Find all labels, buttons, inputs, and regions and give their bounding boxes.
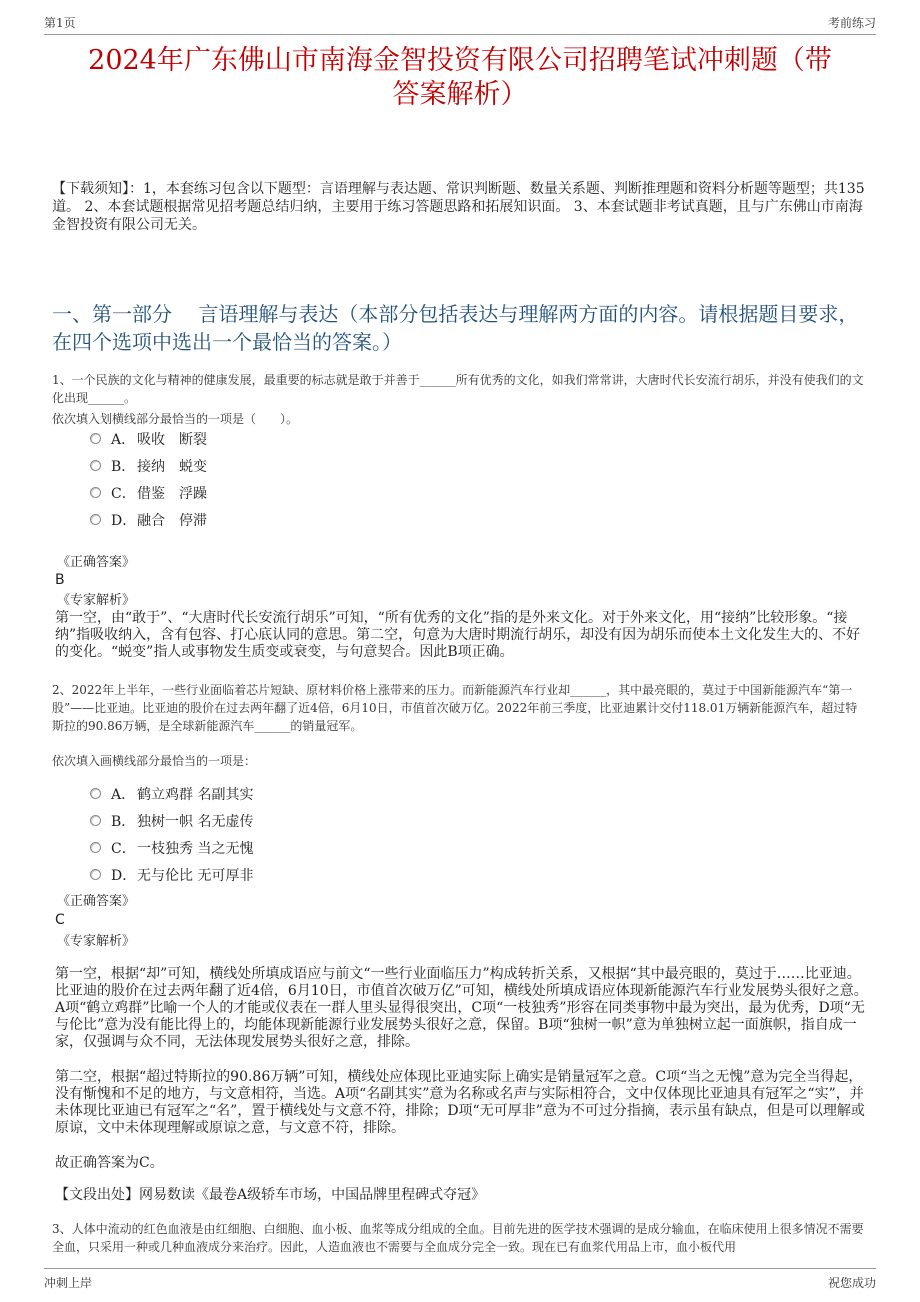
- q2-option-d[interactable]: D．无与伦比 无可厚非: [90, 866, 253, 893]
- q2-option-c[interactable]: C．一枝独秀 当之无愧: [90, 839, 253, 866]
- q2-option-a[interactable]: A． 鹤立鸡群 名副其实: [90, 785, 253, 812]
- q2-answer-label: 《正确答案》: [57, 894, 136, 909]
- title-line-2: 答案解析）: [392, 79, 528, 110]
- radio-icon[interactable]: [90, 842, 101, 853]
- q2-answer: C: [55, 912, 65, 928]
- radio-icon[interactable]: [90, 869, 101, 880]
- footer-left: 冲刺上岸: [44, 1276, 93, 1290]
- q1-options: [90, 430, 207, 538]
- q1-instruction: 依次填入划横线部分最恰当的一项是（ ）。: [52, 412, 299, 426]
- title-line-1: 2024年广东佛山市南海金智投资有限公司招聘笔试冲刺题（带: [88, 45, 832, 76]
- q2-analysis-p2: 第二空，根据“超过特斯拉的90.86万辆”可知，横线处应体现比亚迪实际上确实是销量冠军之意。C项“当之无愧”意为完全当得起，没有惭愧和不足的地方，与文意相符，当选。A项“名副其实”意为名称或名声与实际相符合，文中仅体现比亚迪具有冠军之“实”，并未体现比亚迪已有冠军之“名”，置于横线处与文意不符，排除；D项“无可厚非”意为不可过分指摘，表示虽有缺点，但是可以理解或原谅，文中未体现理解或原谅之意，与文意不符，排除。: [55, 1069, 865, 1136]
- q2-source: 【文段出处】网易数读《最卷A级轿车市场，中国品牌里程碑式夺冠》: [55, 1187, 486, 1203]
- q1-option-b[interactable]: B． 接纳 蜕变: [90, 457, 207, 484]
- q2-options: [90, 785, 253, 893]
- page-footer: [44, 1268, 876, 1293]
- q2-option-b[interactable]: B． 独树一帜 名无虚传: [90, 812, 253, 839]
- q1-answer: B: [55, 572, 65, 588]
- page-number: 第1页: [44, 16, 76, 30]
- q2-analysis-label: 《专家解析》: [57, 934, 136, 949]
- radio-icon[interactable]: [90, 433, 101, 444]
- q2-instruction: 依次填入画横线部分最恰当的一项是：: [52, 754, 257, 768]
- page-title: [44, 44, 876, 112]
- footer-right: 祝您成功: [827, 1276, 876, 1290]
- download-notice: 【下载须知】：1，本套练习包含以下题型：言语理解与表达题、常识判断题、数量关系题、判断推理题和资料分析题等题型；共135道。 2、本套试题根据常见招考题总结归纳，主要用于练习答题思路和拓展知识面。 3、本套试题非考试真题，且与广东佛山市南海金智投资有限公司无关。: [52, 181, 865, 233]
- radio-icon[interactable]: [90, 487, 101, 498]
- q1-answer-label: 《正确答案》: [57, 555, 136, 570]
- q1-option-c[interactable]: C．借鉴 浮躁: [90, 484, 207, 511]
- q3-stem: 3、人体中流动的红色血液是由红细胞、白细胞、血小板、血浆等成分组成的全血。目前先进的医学技术强调的是成分输血，在临床使用上很多情况不需要全血，只采用一种或几种血液成分来治疗。因此，人造血液也不需要与全血成分完全一致。现在已有血浆代用品上市，血小板代用: [52, 1222, 864, 1254]
- q2-conclusion: 故正确答案为C。: [55, 1155, 164, 1171]
- q1-option-d[interactable]: D．融合 停滞: [90, 511, 207, 538]
- header-label: 考前练习: [827, 16, 876, 30]
- q2-analysis-p1: 第一空，根据“却”可知，横线处所填成语应与前文“一些行业面临压力”构成转折关系，又根据“其中最亮眼的，莫过于……比亚迪。比亚迪的股价在过去两年翻了近4倍，6月10日，市值首次破万亿”可知，横线处所填成语应体现新能源汽车行业发展势头很好之意。A项“鹤立鸡群”比喻一个人的才能或仪表在一群人里头显得很突出，C项“一枝独秀”形容在同类事物中最为突出，最为优秀，D项“无与伦比”意为没有能比得上的，均能体现新能源行业发展势头很好之意，保留。B项“独树一帜”意为单独树立起一面旗帜，指自成一家，仅强调与众不同，无法体现发展势头很好之意，排除。: [55, 966, 868, 1050]
- radio-icon[interactable]: [90, 460, 101, 471]
- q1-option-a[interactable]: A． 吸收 断裂: [90, 430, 207, 457]
- section-title: 一、第一部分 言语理解与表达（本部分包括表达与理解两方面的内容。请根据题目要求，在四个选项中选出一个最恰当的答案。）: [52, 302, 859, 354]
- radio-icon[interactable]: [90, 815, 101, 826]
- q1-analysis: 第一空，由“敢于”、“大唐时代长安流行胡乐”可知，“所有优秀的文化”指的是外来文化。对于外来文化，用“接纳”比较形象。“接纳”指吸收纳入，含有包容、打心底认同的意思。第二空，句意为大唐时期流行胡乐，却没有因为胡乐而使本土文化发生大的、不好的变化。“蜕变”指人或事物发生质变或衰变，与句意契合。因此B项正确。: [55, 610, 861, 660]
- q2-stem: 2、2022年上半年，一些行业面临着芯片短缺、原材料价格上涨带来的压力。而新能源汽车行业却______，其中最亮眼的，莫过于中国新能源汽车“第一股”——比亚迪。比亚迪的股价在过去两年翻了近4倍，6月10日，市值首次破万亿。2022年前三季度，比亚迪累计交付118.01万辆新能源汽车，超过特斯拉的90.86万辆，是全球新能源汽车______的销量冠军。: [52, 683, 858, 733]
- radio-icon[interactable]: [90, 788, 101, 799]
- q1-analysis-label: 《专家解析》: [57, 593, 136, 608]
- page-header: [44, 12, 876, 35]
- q1-stem: 1、一个民族的文化与精神的健康发展，最重要的标志就是敢于并善于______所有优秀的文化，如我们常常讲，大唐时代长安流行胡乐，并没有使我们的文化出现______。: [52, 373, 864, 405]
- radio-icon[interactable]: [90, 514, 101, 525]
